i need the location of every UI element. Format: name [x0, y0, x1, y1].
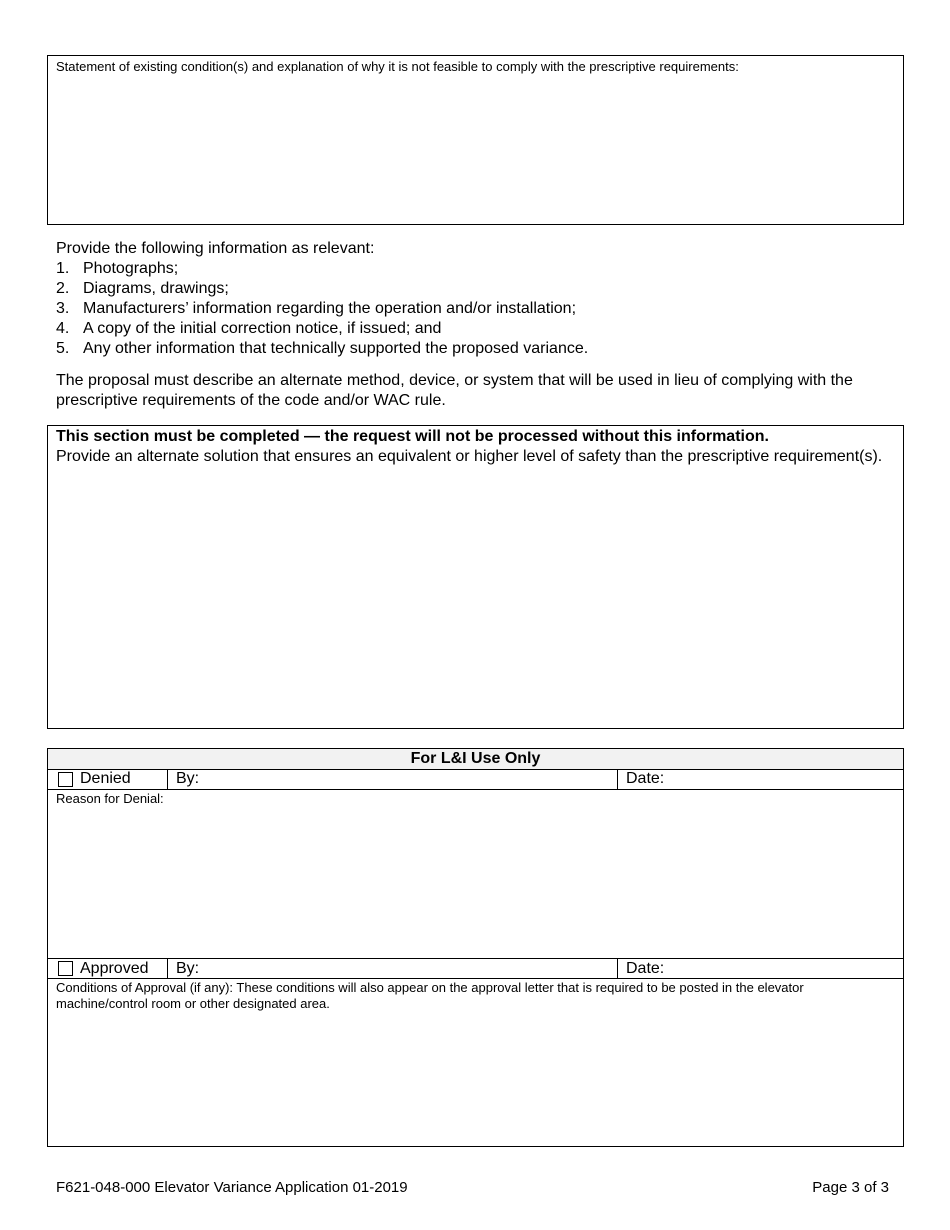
- approved-row: [48, 958, 903, 979]
- denied-by-label: By:: [176, 770, 200, 787]
- info-list: [56, 259, 896, 359]
- denial-reason-field[interactable]: [48, 790, 903, 959]
- list-item: [56, 259, 896, 279]
- list-item-text: Manufacturers’ information regarding the operation and/or installation;: [83, 300, 577, 317]
- alternate-instruction: Provide an alternate solution that ensures an equivalent or higher level of safety than the prescriptive requirement(s).: [56, 448, 883, 465]
- list-item-text: Diagrams, drawings;: [83, 280, 229, 297]
- approved-by-field[interactable]: [168, 959, 618, 978]
- list-item-text: Photographs;: [83, 260, 179, 277]
- list-item: [56, 279, 896, 299]
- conditions-of-approval-field[interactable]: [48, 979, 903, 1147]
- list-item: [56, 319, 896, 339]
- list-item-text: Any other information that technically supported the proposed variance.: [83, 340, 589, 357]
- list-item-number: 5.: [56, 340, 70, 357]
- list-item-number: 4.: [56, 320, 70, 337]
- approved-by-label: By:: [176, 960, 200, 977]
- list-item-number: 1.: [56, 260, 70, 277]
- existing-condition-box[interactable]: [47, 55, 904, 225]
- denial-reason-label: Reason for Denial:: [56, 791, 164, 806]
- li-use-header: For L&I Use Only: [48, 749, 903, 770]
- list-item-number: 3.: [56, 300, 70, 317]
- alternate-warning: This section must be completed — the request will not be processed without this information.: [56, 428, 769, 445]
- approved-date-label: Date:: [626, 960, 665, 977]
- footer-page-number: Page 3 of 3: [812, 1179, 889, 1196]
- denied-row: [48, 769, 903, 790]
- approved-label: Approved: [80, 959, 149, 977]
- existing-condition-label: Statement of existing condition(s) and explanation of why it is not feasible to comply with the prescriptive requirements:: [56, 59, 739, 74]
- denied-date-field[interactable]: [618, 769, 903, 789]
- footer-form-id: F621-048-000 Elevator Variance Application 01-2019: [56, 1179, 408, 1196]
- list-item: [56, 299, 896, 319]
- conditions-of-approval-label: Conditions of Approval (if any): These conditions will also appear on the approval letter that is required to be posted in the elevator machine/control room or other designated area.: [56, 980, 804, 1011]
- info-intro: Provide the following information as relevant:: [56, 240, 375, 257]
- proposal-paragraph: The proposal must describe an alternate method, device, or system that will be used in lieu of complying with the prescriptive requirements of the code and/or WAC rule.: [56, 372, 853, 409]
- li-use-only-table: [47, 748, 904, 1147]
- list-item: [56, 339, 896, 359]
- approved-date-field[interactable]: [618, 959, 903, 978]
- denied-by-field[interactable]: [168, 769, 618, 789]
- denied-checkbox[interactable]: [58, 772, 73, 787]
- approved-checkbox[interactable]: [58, 961, 73, 976]
- list-item-text: A copy of the initial correction notice, if issued; and: [83, 320, 442, 337]
- alternate-solution-box[interactable]: [47, 425, 904, 729]
- list-item-number: 2.: [56, 280, 70, 297]
- denied-date-label: Date:: [626, 770, 665, 787]
- denied-label: Denied: [80, 770, 131, 787]
- info-section: [56, 239, 896, 359]
